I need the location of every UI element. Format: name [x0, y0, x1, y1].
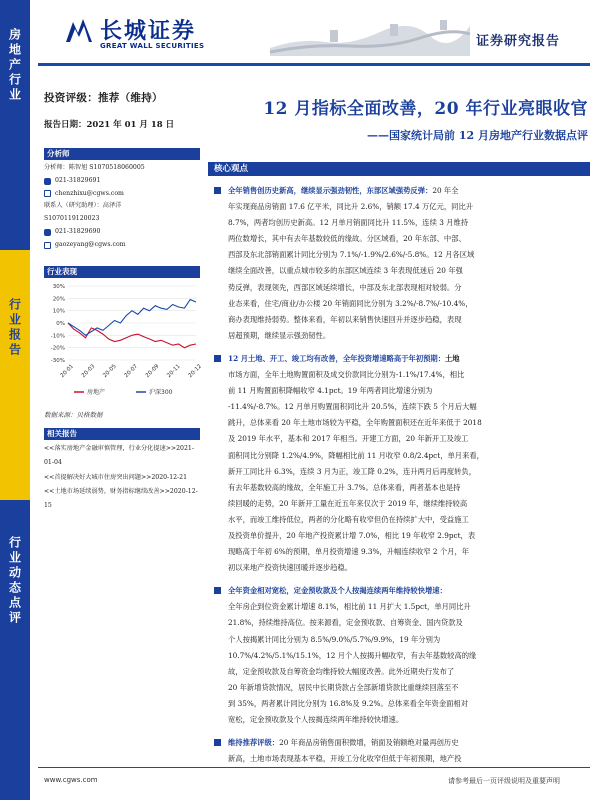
related-report-item[interactable]: <<土地市场延续弱势，财务指标继续改善>>2020-12-15: [44, 487, 198, 510]
x-tick-label: 20-07: [123, 363, 140, 380]
assistant-phone-line: 021-31829690: [44, 226, 200, 239]
x-tick-label: 20-09: [144, 363, 161, 380]
email-icon: [44, 242, 51, 249]
paragraph-sales: 全年销售创历史新高，继续显示强劲韧性，东部区域强势反弹：20 年全 年实现商品房销面 17.6 亿平米，同比升 2.6%，销额 17.4 万亿元，同比升 8.7%，两者均创历史新高。12 月单月销面同比升 11.5%，连续 3 月维持 两位数增长，其中有去年基数较低的缘故。分区域看，20 年东部、中部、 西部及东北部销面累计同比分别为 7.1%/-1.9%/2.6%/-5.8%。12 月各区域 继续全面改善，以重点城市较多的东部区域连续 3 年表现低迷后 20 年强 势反弹，表现领先，西部区域延续增长，中部及东北部表现相对较弱。分 业态来看，住宅/商业/办公楼 20 年销面同比分别为 3.2%/-8.7%/-10.4%， 商办表现维持弱势。整体来看，年初以来销售快速回升并逐步趋稳，表现 居超预期，继续显示强劲韧性。: [214, 183, 588, 344]
sidebar-report-type: [0, 250, 30, 500]
industry-performance-svg: [44, 280, 204, 406]
sidebar-industry-label: 房地产行业: [7, 28, 22, 103]
report-subtitle: ——国家统计局前 12 月房地产行业数据点评: [367, 129, 588, 142]
sidebar-comment-type: [0, 500, 30, 800]
square-bullet-icon: [214, 739, 221, 746]
header-divider: [38, 63, 590, 66]
related-report-item[interactable]: <<首提解决好大城市住房突出问题>>2020-12-21: [44, 473, 188, 481]
paragraph-land-construction: 12 月土地、开工、竣工均有改善，全年投资增速略高于年初预期：土地 市场方面，全年土地购置面积及成交价款同比分别为-1.1%/17.4%，相比 前 11 月购置面积降幅收窄 4.1pct。19 年两者同比增速分别为 -11.4%/-8.7%。12 月单月购置面积同比升 20.5%，连续下跌 5 个月后大幅 跳升，总体来看 20 年土地市场较为平稳，全年购置面积还在近年来低于 2018 及 2019 年水平，基本和 2017 年相当。开建工方面，20 年新开工及竣工 面积同比分别降 1.2%/4.9%，降幅相比前 11 月收窄 0.8/2.4pct，单月来看， 新开工同比升 6.3%，连续 3 月为正，竣工降 0.2%，连升两月后再度转负， 有去年基数较高的缘故，全年施工升 3.7%。总体来看，两者基本也是持 续回暖的走势，20 年新开工量在近五年来仅次于 2019 年，继续维持较高 水平，而竣工维持低位，两者的分化略有收窄但仍在持续扩大中，受益施工 及投资单价提升，20 年地产投资累计增 7.0%，相比 19 年收窄 2.9pct，表 现略高于年初 6%的预期，单月投资增速 9.3%，升幅连续收窄 2 个月，年 初以来地产投资快速回暖并逐步趋稳。: [214, 351, 588, 576]
y-tick-label: -20%: [50, 345, 65, 352]
chart-source: 数据来源：贝格数据: [44, 411, 103, 419]
series-line: [68, 300, 196, 336]
logo-text-cn: 长城证券: [100, 18, 197, 44]
great-wall-logo-icon: [64, 16, 94, 46]
investment-rating: 投资评级：推荐（维持）: [44, 92, 163, 104]
report-body: [214, 183, 588, 774]
related-report-item[interactable]: <<落实房地产金融审慎管理，行业分化提速>>2021-01-04: [44, 445, 194, 467]
y-tick-label: -30%: [50, 358, 65, 364]
sidebar-report-type-label: 行业报告: [7, 298, 22, 358]
assistant-name-line: 联系人（研究助理）：高泽洋: [44, 202, 122, 210]
x-tick-label: 20-11: [166, 363, 182, 380]
analyst-name-line: 分析师：陈智旭 S1070518060005: [44, 164, 145, 171]
x-tick-label: 20-05: [102, 363, 118, 380]
report-meta: [44, 90, 200, 130]
x-tick-label: 20-03: [80, 363, 97, 380]
phone-icon: [44, 229, 51, 236]
assistant-email-line: gaozeyang@cgws.com: [44, 239, 200, 252]
company-logo: [64, 14, 264, 52]
y-tick-label: -10%: [50, 333, 65, 340]
paragraph-lead: 维持推荐评级：: [228, 738, 280, 748]
analyst-phone-line: 021-31829691: [44, 175, 200, 188]
x-tick-label: 20-12: [187, 363, 204, 380]
great-wall-illustration: [270, 8, 470, 56]
analyst-email-line: chenzhixu@cgws.com: [44, 188, 200, 201]
square-bullet-icon: [214, 187, 221, 194]
analyst-info: [44, 162, 200, 252]
related-reports-heading: 相关报告: [44, 428, 200, 440]
paragraph-lead: 12 月土地、开工、竣工均有改善，全年投资增速略高于年初预期：: [228, 353, 446, 363]
paragraph-rating: 维持推荐评级：20 年商品房销售面积微增，销面及销额绝对量再创历史 新高，土地市场表现基本平稳，开竣工分化收窄但低于年初预期，地产投: [214, 735, 588, 767]
footer-website-link[interactable]: www.cgws.com: [44, 776, 98, 784]
legend-label: 房地产: [87, 389, 106, 396]
footer-disclaimer: 请参考最后一页评级说明及重要声明: [448, 777, 560, 785]
report-type-label: 证券研究报告: [475, 34, 560, 49]
y-tick-label: 30%: [52, 284, 65, 290]
industry-performance-chart: [44, 280, 204, 406]
square-bullet-icon: [214, 355, 221, 362]
analyst-section-heading: 分析师: [44, 148, 200, 160]
y-tick-label: 0%: [56, 321, 65, 327]
report-title: 12 月指标全面改善，20 年行业亮眼收官: [263, 99, 588, 119]
paragraph-funding: 全年资金相对宽松，定金预收款及个人按揭连续两年维持较快增速： 全年房企到位资金累计增速 8.1%，相比前 11 月扩大 1.5pct，单月同比升 21.8%，持续维持高位。按来源看，定金预收款、自筹资金、国内贷款及 个人按揭累计同比分别为 8.5%/9.0%/5.7%/9.9%，19 年分别为 10.7%/4.2%/5.1%/15.1%，12 月个人按揭升幅收窄，有去年基数较高的缘 故，定金预收款及自筹资金均维持较大幅度改善。此外近期央行发布了 20 年新增贷款情况，居民中长期贷款占全部新增贷款比重继续回落至不 到 35%，两者累计同比分别为 16.8%及 9.2%。总体来看全年资金面相对 宽松，定金预收款及个人按揭连续两年维持较快增速。: [214, 583, 588, 728]
y-tick-label: 20%: [52, 296, 65, 303]
chart-section-heading: 行业表现: [44, 266, 200, 278]
paragraph-lead: 全年销售创历史新高，继续显示强劲韧性，东部区域强势反弹：: [228, 186, 433, 195]
y-tick-label: 10%: [52, 308, 65, 315]
report-date: 报告日期：2021 年 01 月 18 日: [44, 120, 175, 130]
square-bullet-icon: [214, 587, 221, 594]
sidebar-comment-type-label: 行业动态点评: [7, 536, 22, 626]
paragraph-lead: 全年资金相对宽松，定金预收款及个人按揭连续两年维持较快增速：: [228, 586, 447, 596]
phone-icon: [44, 178, 51, 185]
assistant-id-line: S1070119120023: [44, 215, 100, 223]
core-views-heading: 核心观点: [208, 162, 590, 176]
legend-label: 沪深300: [149, 389, 173, 396]
x-tick-label: 20-01: [59, 363, 76, 380]
sidebar-industry: [0, 0, 30, 250]
logo-text-en: GREAT WALL SECURITIES: [100, 42, 205, 50]
email-icon: [44, 190, 51, 197]
footer-divider: [38, 767, 590, 768]
related-reports-list: [44, 442, 200, 513]
